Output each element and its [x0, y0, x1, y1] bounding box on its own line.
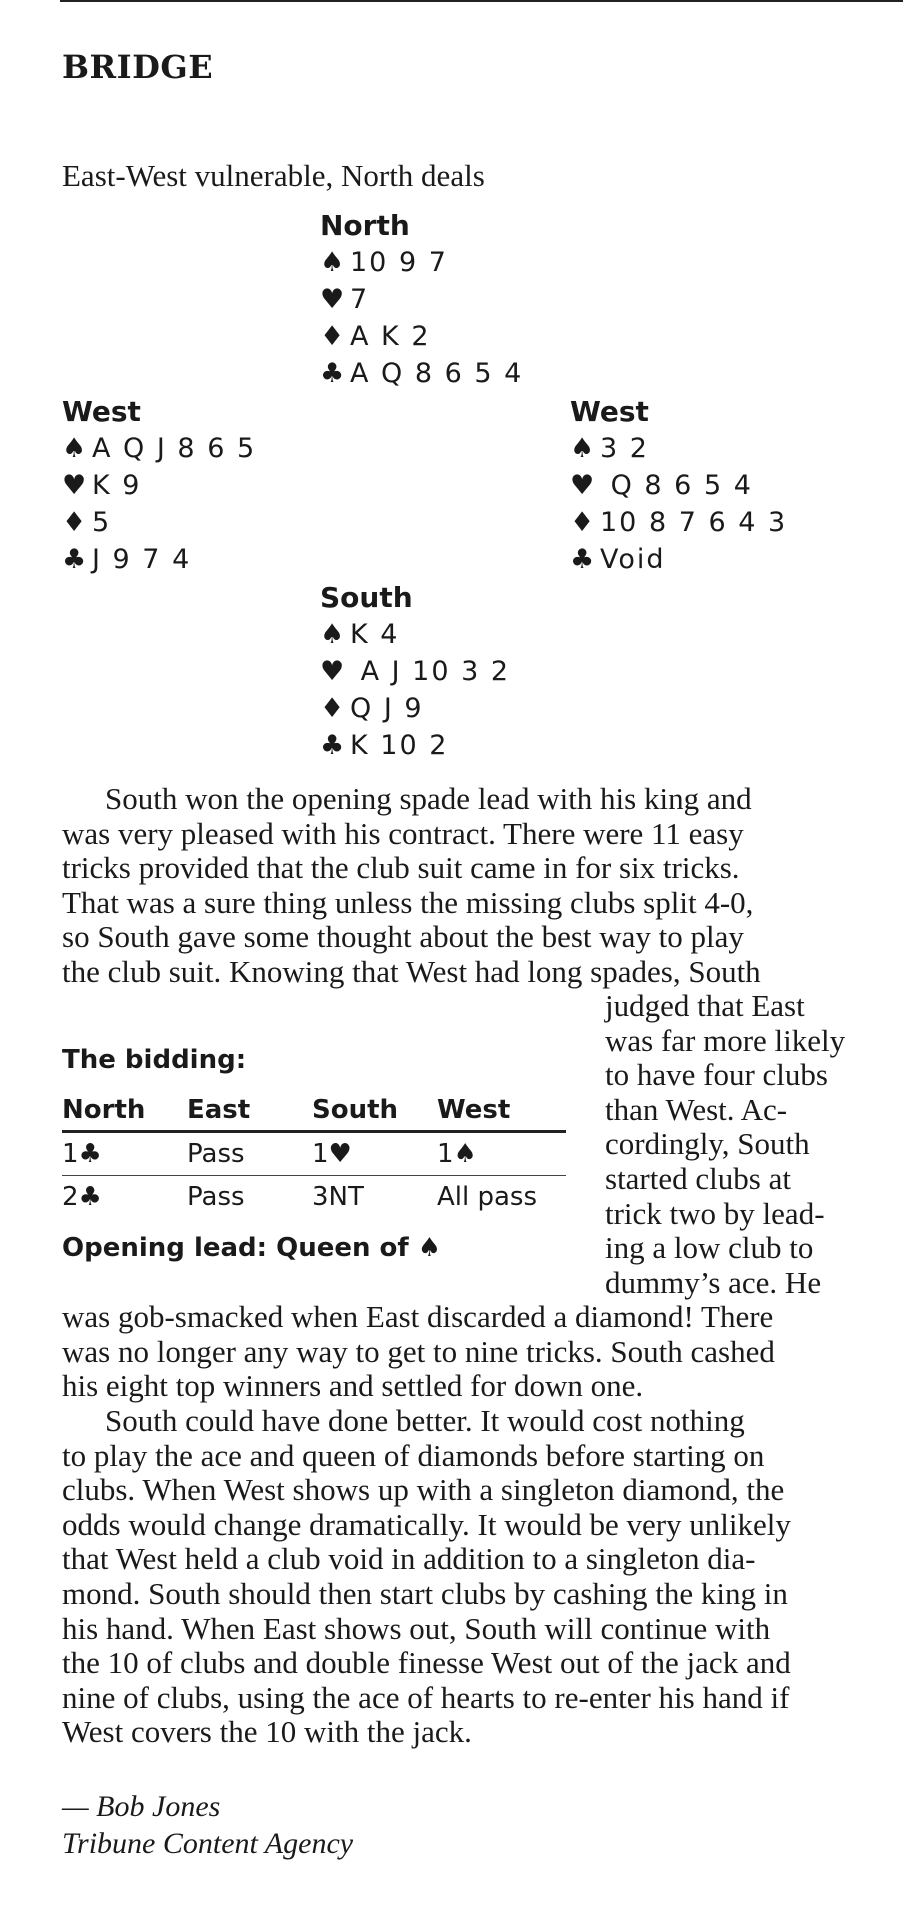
text-line: to play the ace and queen of diamonds before starting on [62, 1437, 765, 1473]
text-line: tricks provided that the club suit came in for six tricks. [62, 850, 740, 886]
text-line: nine of clubs, using the ace of hearts to re-enter his hand if [62, 1679, 790, 1715]
heart-icon: ♥ [570, 470, 595, 501]
club-icon: ♣ [320, 730, 345, 761]
text-line: that West held a club void in addition to a singleton dia- [62, 1541, 756, 1577]
text-line: was very pleased with his contract. There were 11 easy [62, 815, 744, 851]
text-line: odds would change dramatically. It would be very unlikely [62, 1506, 791, 1542]
diamonds-holding: ♦ A K 2 [320, 318, 523, 355]
bidding-header: South [312, 1090, 437, 1132]
text-line: so South gave some thought about the best way to play [62, 919, 744, 955]
bid-cell: Pass [187, 1182, 245, 1212]
article-paragraph-2 [62, 1404, 882, 1750]
text-line: started clubs at [605, 1160, 791, 1196]
text-line: South won the opening spade lead with his king and [105, 781, 752, 816]
heart-icon: ♥ [320, 284, 345, 315]
diamonds-holding: ♦ Q J 9 [320, 690, 510, 727]
club-icon: ♣ [62, 544, 87, 575]
text-line: West covers the 10 with the jack. [62, 1714, 472, 1750]
hand-east [570, 393, 787, 578]
spades-holding: ♠ 3 2 [570, 430, 787, 467]
bidding-header: North [62, 1090, 187, 1132]
text-line: clubs. When West shows up with a singleton diamond, the [62, 1472, 785, 1508]
clubs-holding: ♣ J 9 7 4 [62, 541, 256, 578]
text-line: dummy’s ace. He [605, 1264, 822, 1300]
clubs-holding: ♣ Void [570, 541, 787, 578]
bidding-row [62, 1132, 566, 1176]
text-line: South could have done better. It would cost nothing [105, 1403, 745, 1438]
diamond-icon: ♦ [320, 321, 345, 352]
bidding-header: East [187, 1090, 312, 1132]
byline-agency: Tribune Content Agency [62, 1827, 354, 1860]
bidding-header: West [437, 1090, 566, 1132]
clubs-holding: ♣ A Q 8 6 5 4 [320, 355, 523, 392]
clubs-holding: ♣ K 10 2 [320, 727, 510, 764]
article-paragraph-1-end [62, 1300, 882, 1404]
spade-icon: ♠ [320, 247, 345, 278]
hand-north [320, 207, 523, 392]
text-line: judged that East [605, 988, 805, 1023]
diamond-icon: ♦ [320, 693, 345, 724]
hand-name: North [320, 209, 410, 242]
text-line: the 10 of clubs and double finesse West out of the jack and [62, 1645, 791, 1681]
diamond-icon: ♦ [570, 507, 595, 538]
hand-name: South [320, 581, 413, 614]
spade-icon: ♠ [320, 619, 345, 650]
spades-holding: ♠ 10 9 7 [320, 244, 523, 281]
bidding-table [62, 1090, 566, 1218]
hand-name: West [62, 395, 141, 428]
text-line: That was a sure thing unless the missing clubs split 4-0, [62, 884, 754, 920]
heart-icon: ♥ [62, 470, 87, 501]
hand-west [62, 393, 256, 578]
text-line: to have four clubs [605, 1057, 828, 1093]
bid-cell: 1♣ [62, 1132, 187, 1176]
bidding-row [62, 1176, 566, 1219]
text-line: than West. Ac- [605, 1091, 788, 1127]
text-line: the club suit. Knowing that West had long spades, South [62, 953, 761, 989]
bid-cell: Pass [187, 1132, 312, 1176]
bidding-title: The bidding: [62, 1045, 247, 1075]
text-line: his eight top winners and settled for down one. [62, 1368, 644, 1404]
club-icon: ♣ [570, 544, 595, 575]
text-line: was far more likely [605, 1022, 846, 1058]
text-line: trick two by lead- [605, 1195, 825, 1231]
bid-cell: 3NT [312, 1182, 364, 1212]
diamonds-holding: ♦ 5 [62, 504, 256, 541]
diamond-icon: ♦ [62, 507, 87, 538]
bid-cell: 1♥ [312, 1132, 437, 1176]
article-narrow-column [605, 989, 875, 1300]
spade-icon: ♠ [570, 433, 595, 464]
heart-icon: ♥ [320, 656, 345, 687]
bid-cell: 1♠ [437, 1132, 566, 1176]
bidding-header-row [62, 1090, 566, 1132]
hearts-holding: ♥ 7 [320, 281, 523, 318]
text-line: his hand. When East shows out, South will continue with [62, 1610, 771, 1646]
hearts-holding: ♥ A J 10 3 2 [320, 653, 510, 690]
vulnerability-line: East-West vulnerable, North deals [62, 158, 485, 193]
text-line: mond. South should then start clubs by cashing the king in [62, 1575, 788, 1611]
opening-lead: Opening lead: Queen of ♠ [62, 1233, 442, 1263]
text-line: was gob-smacked when East discarded a diamond! There [62, 1299, 774, 1334]
spades-holding: ♠ K 4 [320, 616, 510, 653]
text-line: was no longer any way to get to nine tricks. South cashed [62, 1333, 775, 1369]
hand-name: West [570, 395, 649, 428]
top-rule [60, 0, 903, 2]
spades-holding: ♠ A Q J 8 6 5 [62, 430, 256, 467]
club-icon: ♣ [320, 358, 345, 389]
bidding-box [62, 1040, 566, 1268]
hearts-holding: ♥ K 9 [62, 467, 256, 504]
byline-author: — Bob Jones [62, 1790, 221, 1823]
hand-south [320, 579, 510, 764]
spade-icon: ♠ [62, 433, 87, 464]
bid-cell: 2♣ [62, 1182, 102, 1212]
text-line: ing a low club to [605, 1230, 814, 1266]
byline [62, 1788, 353, 1862]
bid-cell: All pass [437, 1182, 538, 1212]
hearts-holding: ♥ Q 8 6 5 4 [570, 467, 787, 504]
text-line: cordingly, South [605, 1126, 810, 1162]
column-heading: BRIDGE [62, 48, 214, 86]
article-paragraph-1 [62, 782, 862, 990]
diamonds-holding: ♦ 10 8 7 6 4 3 [570, 504, 787, 541]
